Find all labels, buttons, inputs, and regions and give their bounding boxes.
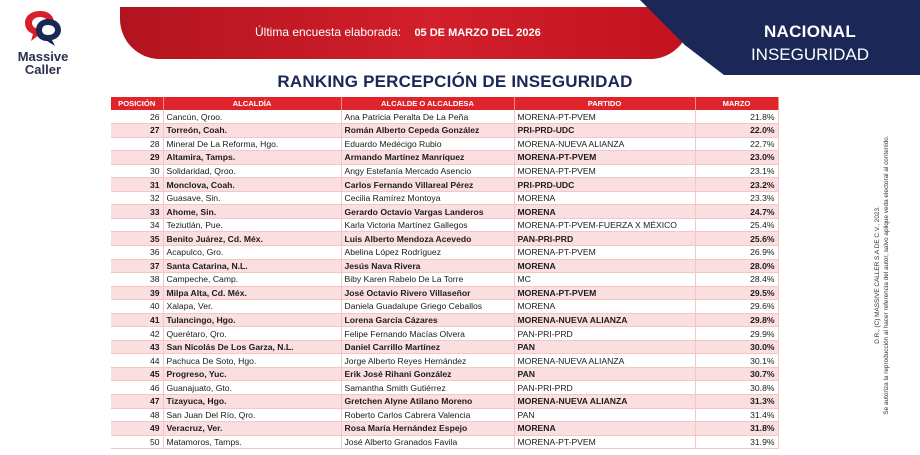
cell-alcaldia: Torreón, Coah. (163, 124, 341, 138)
cell-partido: MORENA-PT-PVEM (514, 164, 695, 178)
survey-label: Última encuesta elaborada: (255, 25, 402, 39)
table-row (111, 367, 778, 381)
copyright-note (873, 95, 891, 455)
cell-marzo: 31.8% (695, 422, 778, 436)
table-row (111, 313, 778, 327)
cell-marzo: 28.4% (695, 273, 778, 287)
cell-marzo: 31.4% (695, 408, 778, 422)
cell-partido: MORENA-PT-PVEM (514, 245, 695, 259)
cell-alcaldia: Campeche, Camp. (163, 273, 341, 287)
table-row (111, 164, 778, 178)
reproduction-line: Se autoriza la reproducción al hacer referencia del autor, salvo aplique veda electoral al contenido. (883, 135, 890, 415)
cell-partido: MORENA-PT-PVEM (514, 110, 695, 124)
cell-alcalde: Biby Karen Rabelo De La Torre (341, 273, 514, 287)
cell-alcalde: Armando Martínez Manríquez (341, 151, 514, 165)
cell-alcaldia: Teziutlán, Pue. (163, 218, 341, 232)
cell-partido: MORENA (514, 259, 695, 273)
cell-pos: 46 (111, 381, 163, 395)
table-row (111, 435, 778, 449)
cell-marzo: 30.8% (695, 381, 778, 395)
ranking-table (111, 97, 779, 449)
cell-marzo: 26.9% (695, 245, 778, 259)
cell-partido: PAN-PRI-PRD (514, 327, 695, 341)
cell-alcaldia: Milpa Alta, Cd. Méx. (163, 286, 341, 300)
cell-marzo: 23.3% (695, 191, 778, 205)
cell-marzo: 29.5% (695, 286, 778, 300)
cell-partido: PAN-PRI-PRD (514, 232, 695, 246)
cell-pos: 44 (111, 354, 163, 368)
table-row (111, 245, 778, 259)
cell-alcalde: Daniel Carrillo Martínez (341, 340, 514, 354)
column-header-marzo: MARZO (695, 97, 778, 110)
cell-alcalde: Luis Alberto Mendoza Acevedo (341, 232, 514, 246)
cell-marzo: 24.7% (695, 205, 778, 219)
cell-marzo: 29.9% (695, 327, 778, 341)
cell-marzo: 30.0% (695, 340, 778, 354)
cell-marzo: 30.1% (695, 354, 778, 368)
cell-pos: 36 (111, 245, 163, 259)
table-header-row (111, 97, 778, 110)
cell-alcalde: Jesús Nava Rivera (341, 259, 514, 273)
cell-marzo: 29.8% (695, 313, 778, 327)
cell-partido: MORENA (514, 205, 695, 219)
topic-title: INSEGURIDAD (750, 45, 870, 64)
cell-partido: MORENA (514, 300, 695, 314)
cell-pos: 43 (111, 340, 163, 354)
cell-pos: 49 (111, 422, 163, 436)
cell-alcaldia: Santa Catarina, N.L. (163, 259, 341, 273)
cell-pos: 35 (111, 232, 163, 246)
cell-alcalde: José Alberto Granados Favila (341, 435, 514, 449)
cell-alcaldia: Cancún, Qroo. (163, 110, 341, 124)
cell-alcaldia: Ahome, Sin. (163, 205, 341, 219)
cell-alcaldia: Solidaridad, Qroo. (163, 164, 341, 178)
cell-partido: PAN-PRI-PRD (514, 381, 695, 395)
cell-alcalde: Carlos Fernando Villareal Pérez (341, 178, 514, 192)
cell-marzo: 22.0% (695, 124, 778, 138)
column-header-posicion: POSICIÓN (111, 97, 163, 110)
cell-partido: MORENA-NUEVA ALIANZA (514, 354, 695, 368)
cell-pos: 29 (111, 151, 163, 165)
cell-alcaldia: Altamira, Tamps. (163, 151, 341, 165)
table-row (111, 110, 778, 124)
cell-pos: 39 (111, 286, 163, 300)
cell-partido: MORENA-PT-PVEM-FUERZA X MÉXICO (514, 218, 695, 232)
cell-marzo: 31.9% (695, 435, 778, 449)
speech-bubbles-icon (22, 8, 64, 48)
survey-info (255, 25, 541, 39)
table-row (111, 394, 778, 408)
cell-marzo: 28.0% (695, 259, 778, 273)
logo (8, 8, 78, 80)
table-row (111, 422, 778, 436)
cell-alcaldia: Xalapa, Ver. (163, 300, 341, 314)
cell-pos: 37 (111, 259, 163, 273)
page-title: RANKING PERCEPCIÓN DE INSEGURIDAD (277, 72, 633, 91)
table-row (111, 218, 778, 232)
copyright-line: D.R., (C) MASSIVE CALLER S.A DE C.V., 2023. (874, 206, 881, 344)
table-row (111, 137, 778, 151)
cell-partido: MORENA-NUEVA ALIANZA (514, 394, 695, 408)
cell-alcalde: Lorena García Cázares (341, 313, 514, 327)
cell-pos: 47 (111, 394, 163, 408)
cell-alcaldia: Acapulco, Gro. (163, 245, 341, 259)
cell-marzo: 23.0% (695, 151, 778, 165)
cell-partido: MORENA-PT-PVEM (514, 286, 695, 300)
table-row (111, 340, 778, 354)
column-header-alcalde: ALCALDE O ALCALDESA (341, 97, 514, 110)
cell-alcaldia: Monclova, Coah. (163, 178, 341, 192)
cell-pos: 48 (111, 408, 163, 422)
cell-partido: MORENA-PT-PVEM (514, 435, 695, 449)
cell-alcaldia: San Nicolás De Los Garza, N.L. (163, 340, 341, 354)
table-row (111, 191, 778, 205)
table-row (111, 124, 778, 138)
cell-alcalde: Angy Estefanía Mercado Asencio (341, 164, 514, 178)
table-row (111, 354, 778, 368)
cell-marzo: 23.2% (695, 178, 778, 192)
cell-alcaldia: Benito Juárez, Cd. Méx. (163, 232, 341, 246)
cell-alcalde: Cecilia Ramírez Montoya (341, 191, 514, 205)
table-row (111, 151, 778, 165)
cell-alcalde: Abelina López Rodríguez (341, 245, 514, 259)
table-row (111, 232, 778, 246)
table-row (111, 273, 778, 287)
cell-partido: MORENA-NUEVA ALIANZA (514, 313, 695, 327)
cell-alcalde: Gerardo Octavio Vargas Landeros (341, 205, 514, 219)
table-row (111, 408, 778, 422)
cell-pos: 26 (111, 110, 163, 124)
table-row (111, 327, 778, 341)
cell-partido: PAN (514, 408, 695, 422)
cell-partido: PRI-PRD-UDC (514, 178, 695, 192)
cell-alcalde: Erik José Rihani González (341, 367, 514, 381)
table-row (111, 205, 778, 219)
cell-alcaldia: Progreso, Yuc. (163, 367, 341, 381)
cell-pos: 31 (111, 178, 163, 192)
cell-pos: 34 (111, 218, 163, 232)
logo-wordmark: Massive Caller (17, 49, 69, 77)
cell-pos: 38 (111, 273, 163, 287)
table-row (111, 178, 778, 192)
cell-alcaldia: Tizayuca, Hgo. (163, 394, 341, 408)
cell-partido: MC (514, 273, 695, 287)
cell-alcalde: Roberto Carlos Cabrera Valencia (341, 408, 514, 422)
cell-partido: PAN (514, 340, 695, 354)
cell-alcalde: Gretchen Alyne Atilano Moreno (341, 394, 514, 408)
column-header-alcaldia: ALCALDÍA (163, 97, 341, 110)
cell-pos: 42 (111, 327, 163, 341)
cell-alcaldia: Guanajuato, Gto. (163, 381, 341, 395)
cell-alcaldia: Querétaro, Qro. (163, 327, 341, 341)
cell-marzo: 23.1% (695, 164, 778, 178)
cell-partido: MORENA (514, 191, 695, 205)
table-row (111, 259, 778, 273)
cell-pos: 33 (111, 205, 163, 219)
cell-pos: 30 (111, 164, 163, 178)
cell-marzo: 31.3% (695, 394, 778, 408)
cell-pos: 41 (111, 313, 163, 327)
cell-alcaldia: Mineral De La Reforma, Hgo. (163, 137, 341, 151)
column-header-partido: PARTIDO (514, 97, 695, 110)
cell-marzo: 29.6% (695, 300, 778, 314)
cell-pos: 40 (111, 300, 163, 314)
cell-alcalde: Eduardo Medécigo Rubio (341, 137, 514, 151)
cell-alcaldia: San Juan Del Río, Qro. (163, 408, 341, 422)
cell-marzo: 21.8% (695, 110, 778, 124)
cell-alcaldia: Pachuca De Soto, Hgo. (163, 354, 341, 368)
cell-alcalde: Jorge Alberto Reyes Hernández (341, 354, 514, 368)
cell-partido: MORENA (514, 422, 695, 436)
cell-alcalde: Ana Patricia Peralta De La Peña (341, 110, 514, 124)
cell-alcalde: Rosa María Hernández Espejo (341, 422, 514, 436)
table-row (111, 300, 778, 314)
cell-alcalde: Samantha Smith Gutiérrez (341, 381, 514, 395)
cell-pos: 32 (111, 191, 163, 205)
region-title: NACIONAL (763, 22, 857, 41)
cell-marzo: 25.6% (695, 232, 778, 246)
table-row (111, 381, 778, 395)
cell-alcalde: José Octavio Rivero Villaseñor (341, 286, 514, 300)
cell-marzo: 22.7% (695, 137, 778, 151)
cell-alcalde: Daniela Guadalupe Griego Ceballos (341, 300, 514, 314)
cell-alcalde: Román Alberto Cepeda González (341, 124, 514, 138)
cell-pos: 50 (111, 435, 163, 449)
cell-pos: 27 (111, 124, 163, 138)
cell-marzo: 30.7% (695, 367, 778, 381)
cell-partido: PAN (514, 367, 695, 381)
cell-alcaldia: Tulancingo, Hgo. (163, 313, 341, 327)
cell-pos: 45 (111, 367, 163, 381)
cell-partido: MORENA-PT-PVEM (514, 151, 695, 165)
cell-alcaldia: Veracruz, Ver. (163, 422, 341, 436)
cell-pos: 28 (111, 137, 163, 151)
cell-marzo: 25.4% (695, 218, 778, 232)
cell-partido: MORENA-NUEVA ALIANZA (514, 137, 695, 151)
cell-alcalde: Karla Victoria Martínez Gallegos (341, 218, 514, 232)
table-row (111, 286, 778, 300)
cell-alcaldia: Matamoros, Tamps. (163, 435, 341, 449)
cell-alcaldia: Guasave, Sin. (163, 191, 341, 205)
cell-alcalde: Felipe Fernando Macías Olvera (341, 327, 514, 341)
cell-partido: PRI-PRD-UDC (514, 124, 695, 138)
survey-date: 05 DE MARZO DEL 2026 (414, 27, 541, 39)
